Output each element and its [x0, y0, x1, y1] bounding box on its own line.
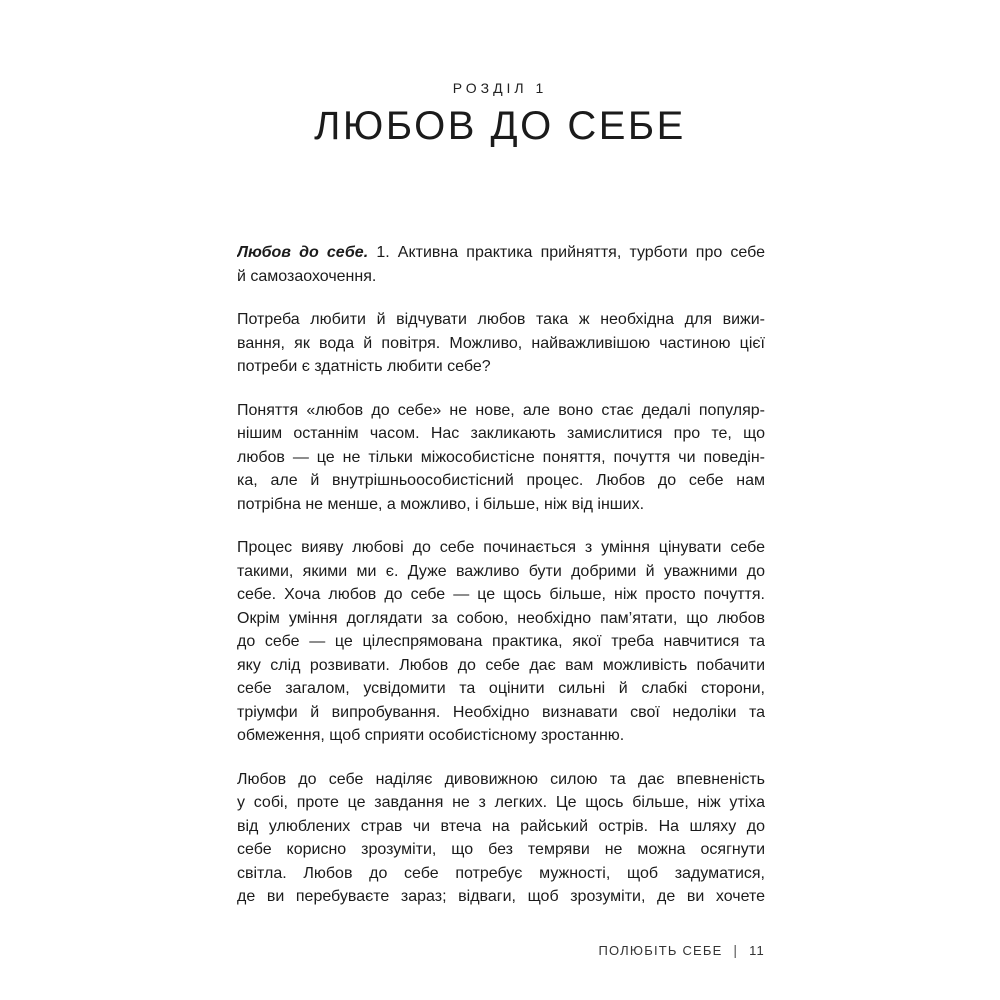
page-number: 11: [749, 943, 765, 958]
text-line: нішим останнім часом. Нас закликають замислитися про те, що: [237, 425, 765, 442]
definition-term: Любов до себе.: [237, 244, 369, 261]
chapter-label: РОЗДІЛ 1: [452, 80, 548, 96]
text-line: світла. Любов до себе потребує мужності, щоб задуматися,: [237, 864, 765, 882]
paragraph: [237, 308, 765, 379]
text-line: де ви перебуваєте зараз; відваги, щоб зрозуміти, де ви хочете: [237, 888, 765, 905]
text-line: до себе — це цілеспрямована практика, якої треба навчитися та: [237, 633, 765, 650]
text-line: Окрім уміння доглядати за собою, необхідно пам’ятати, що любов: [237, 609, 765, 627]
footer-separator: |: [733, 942, 739, 959]
text-line: Любов до себе наділяє дивовижною силою та дає впевненість: [237, 770, 765, 788]
text-line: потрібна не менше, а можливо, і більше, ніж від інших.: [237, 495, 645, 513]
definition-text: 1. Активна практика прийняття, турботи про себе: [376, 244, 765, 261]
paragraph: [237, 399, 765, 517]
paragraph: [237, 536, 765, 748]
paragraph: [237, 768, 765, 909]
text-line: потреби є здатність любити себе?: [237, 358, 491, 375]
text-line: від улюблених страв чи втеча на райський острів. На шляху до: [237, 817, 765, 835]
text-line: Процес вияву любові до себе починається з уміння цінувати себе: [237, 539, 765, 556]
text-line: вання, як вода й повітря. Можливо, найважливішою частиною цієї: [237, 334, 765, 352]
chapter-title: ЛЮБОВ ДО СЕБЕ: [314, 104, 686, 148]
text-line: у собі, проте це завдання не з легких. Це щось більше, ніж утіха: [237, 794, 765, 811]
text-line: тріумфи й випробування. Необхідно визнавати свої недоліки та: [237, 703, 765, 721]
paragraph-definition: [237, 241, 765, 288]
text-line: й самозаохочення.: [237, 267, 377, 285]
text-line: Потреба любити й відчувати любов така ж необхідна для вижи-: [237, 311, 765, 328]
text-line: любов — це не тільки міжособистісне поняття, почуття чи поведін-: [237, 448, 765, 466]
text-line: Поняття «любов до себе» не нове, але воно стає дедалі популяр-: [237, 401, 765, 419]
text-line: себе загалом, усвідомити та оцінити сильні й слабкі сторони,: [237, 680, 765, 697]
text-line: такими, якими ми є. Дуже важливо бути добрими й уважними до: [237, 562, 765, 580]
text-line: себе корисно зрозуміти, що без темряви не можна осягнути: [237, 841, 765, 858]
body-text: [237, 241, 765, 909]
running-title: ПОЛЮБІТЬ СЕБЕ: [598, 943, 723, 958]
text-line: [237, 241, 765, 265]
text-line: ка, але й внутрішньоособистісний процес. Любов до себе нам: [237, 472, 765, 489]
text-line: себе. Хоча любов до себе — це щось більше, ніж просто почуття.: [237, 586, 765, 603]
text-line: яку слід розвивати. Любов до себе дає вам можливість побачити: [237, 656, 765, 674]
text-line: обмеження, щоб сприяти особистісному зростанню.: [237, 727, 625, 744]
page-footer: [237, 943, 765, 958]
